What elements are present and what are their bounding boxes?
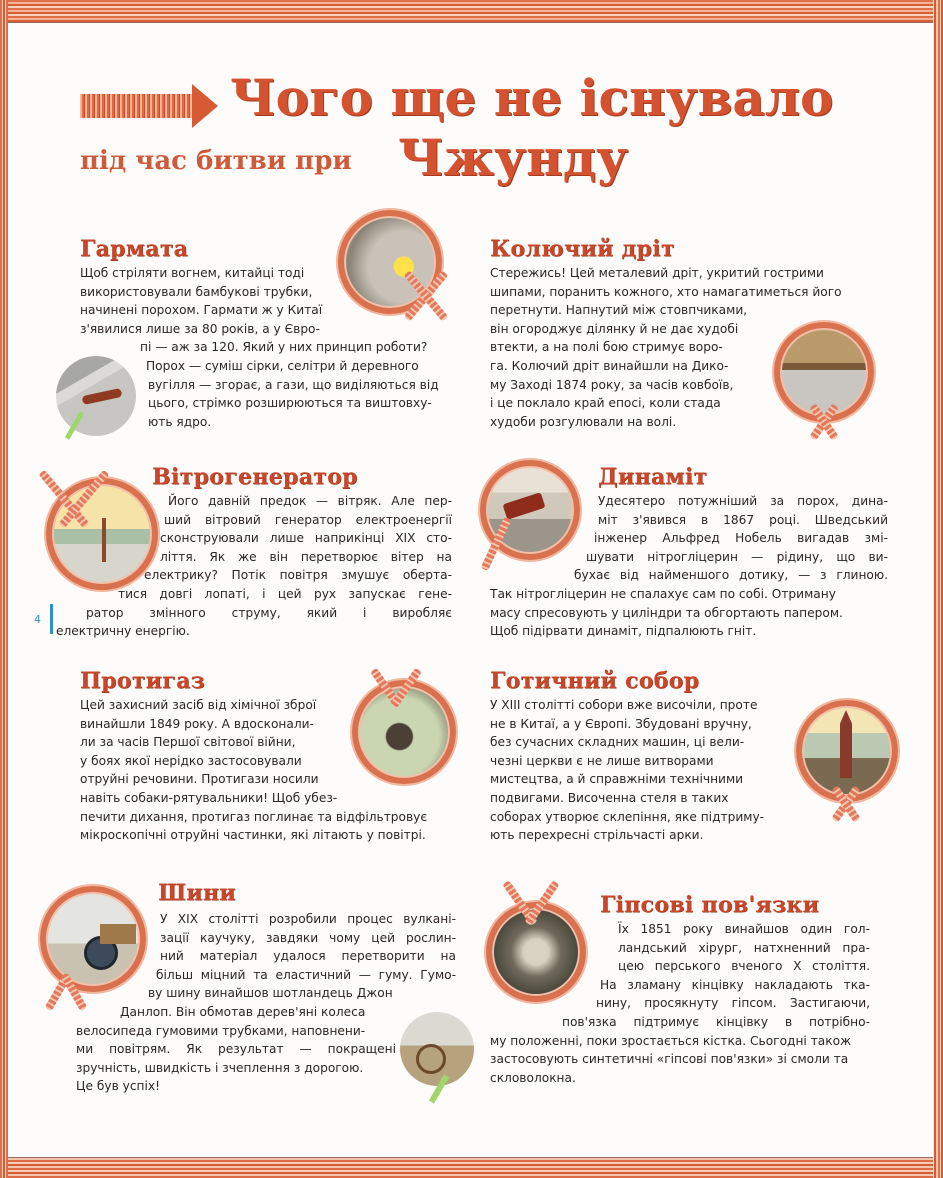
text-line: ландський хірург, натхненний пра- xyxy=(618,940,870,955)
text-line: отруйні речовини. Протигази носили xyxy=(80,772,319,787)
text-line: На зламану кінцівку накладають тка- xyxy=(600,977,870,992)
text-line: му Заході 1874 року, за часів ковбоїв, xyxy=(490,377,734,392)
text-line: не в Китаї, а у Європі. Збудовані вручну, xyxy=(490,716,752,731)
section-text xyxy=(76,910,456,1096)
section-dynamite xyxy=(598,464,888,490)
arrow-icon xyxy=(80,84,220,128)
text-line: га. Колючий дріт винайшли на Дико- xyxy=(490,358,729,373)
text-line: тися довгі лопаті, і цей рух запускає гене- xyxy=(118,586,452,601)
text-line: ратор змінного струму, який і виробляє xyxy=(86,605,452,620)
text-line: Щоб стріляти вогнем, китайці тоді xyxy=(80,266,305,280)
page-marker xyxy=(50,604,53,634)
text-line: використовували бамбукові трубки, xyxy=(80,284,313,299)
section-tires xyxy=(158,880,458,906)
page-border-right xyxy=(933,0,943,1178)
title-line-2-emphasis: Чжунду xyxy=(398,128,629,187)
title-line-2-prefix: під час битви при xyxy=(80,146,352,176)
text-line: ний матеріал удалося перетворити на xyxy=(160,949,456,964)
text-line: електричну енергію. xyxy=(56,624,190,639)
text-line: Удесятеро потужніший за порох, дина- xyxy=(598,494,888,508)
page-border-top xyxy=(0,0,943,23)
text-line: Так нітрогліцерин не спалахує сам по собі. Отриману xyxy=(490,586,836,601)
page-number: 4 xyxy=(34,613,41,626)
text-line: у боях якої нерідко застосовували xyxy=(80,753,302,768)
text-line: велосипеда гумовими трубками, наповнени- xyxy=(76,1023,366,1038)
text-line: цього, стрімко розширюються та виштовху- xyxy=(148,396,432,411)
section-text xyxy=(490,492,888,641)
text-line: У XIX столітті розробили процес вулкані- xyxy=(160,912,456,926)
text-line: Це був успіх! xyxy=(76,1079,160,1094)
page-border-left xyxy=(0,0,8,1178)
text-line: мистецтва, а й справжніми технічними xyxy=(490,772,744,787)
text-line: вугілля — згорає, а гази, що виділяються від xyxy=(148,377,439,392)
section-wind-generator-text xyxy=(56,492,452,641)
text-line: пі — аж за 120. Який у них принцип роботи? xyxy=(140,340,428,355)
text-line: начинені порохом. Гармати ж у Китаї xyxy=(80,303,323,318)
text-line: чезні церкви є не лише витворами xyxy=(490,753,714,768)
text-line: ву шину винайшов шотландець Джон xyxy=(148,986,393,1001)
text-line: нину, просякнуту гіпсом. Застигаючи, xyxy=(596,996,870,1011)
title-line-1: Чого ще не існувало xyxy=(230,68,834,127)
text-line: з'явилися лише за 80 років, а у Євро- xyxy=(80,321,320,336)
text-line: і це поклало край епосі, коли стада xyxy=(490,396,721,411)
text-line: му положенні, поки зростається кістка. Сьогодні також xyxy=(490,1033,852,1048)
text-line: пов'язка підтримує кінцівку в потрібно- xyxy=(562,1014,870,1029)
text-line: без сучасних складних машин, ці вели- xyxy=(490,735,745,750)
section-heading: Вітрогенератор xyxy=(152,464,358,490)
section-text xyxy=(490,920,870,1087)
wheel-illustration xyxy=(400,1012,474,1086)
text-line: інженер Альфред Нобель вигадав змі- xyxy=(594,531,888,546)
text-line: мікроскопічні отруйні частинки, які літають у повітрі. xyxy=(80,828,426,843)
text-line: ми повітрям. Як результат — покращені xyxy=(76,1042,396,1057)
text-line: масу спресовують у циліндри та обгортають папером. xyxy=(490,605,843,620)
section-heading: Шини xyxy=(158,880,236,906)
barbed-wire-illustration xyxy=(774,322,874,422)
text-line: ліття. Як же він перетворює вітер на xyxy=(160,549,452,564)
text-line: застосовують синтетичні «гіпсові пов'язки» зі смоли та xyxy=(490,1052,849,1067)
text-line: Їх 1851 року винайшов один гол- xyxy=(618,922,870,936)
section-heading: Динаміт xyxy=(598,464,708,490)
section-plaster-casts-text xyxy=(490,920,870,1087)
text-line: він огороджує ділянку й не дає худобі xyxy=(490,321,739,336)
section-dynamite-text xyxy=(490,492,888,641)
gas-mask-illustration xyxy=(352,680,456,784)
page-border-bottom xyxy=(0,1157,943,1178)
text-line: Порох — суміш сірки, селітри й деревного xyxy=(146,358,419,373)
text-line: втекти, а на полі бою стримує воро- xyxy=(490,340,723,355)
text-line: міт з'явився в 1867 році. Шведський xyxy=(598,512,888,527)
section-heading: Гармата xyxy=(80,236,189,262)
text-line: навіть собаки-рятувальники! Щоб убез- xyxy=(80,790,338,805)
text-line: бухає від найменшого дотику, — з глиною. xyxy=(574,568,888,583)
text-line: винайшли 1849 року. А вдосконали- xyxy=(80,716,314,731)
text-line: шипами, поранить кожного, хто намагатиметься його xyxy=(490,284,842,299)
page-title xyxy=(80,68,860,194)
section-heading: Гіпсові пов'язки xyxy=(600,892,820,918)
text-line: ли за часів Першої світової війни, xyxy=(80,735,296,750)
text-line: ють перехресні стрільчасті арки. xyxy=(490,828,704,843)
text-line: скловолокна. xyxy=(490,1070,576,1085)
cannon-illustration xyxy=(338,210,442,314)
text-line: більш міцний та еластичний — гуму. Гумо- xyxy=(156,967,456,982)
section-wind-generator xyxy=(152,464,452,490)
text-line: перетнути. Напнутий між стовпчиками, xyxy=(490,303,748,318)
text-line: печити дихання, протигаз поглинає та відфільтровує xyxy=(80,809,428,824)
section-heading: Готичний собор xyxy=(490,668,700,694)
text-line: сконструювали лише наприкінці XIX сто- xyxy=(160,531,452,546)
text-line: Стережись! Цей металевий дріт, укритий гострими xyxy=(490,266,824,280)
text-line: шувати нітрогліцерин — рідину, що ви- xyxy=(586,549,888,564)
text-line: Його давній предок — вітряк. Але пер- xyxy=(168,494,452,508)
text-line: худоби розгулювали на волі. xyxy=(490,414,677,429)
section-plaster-casts xyxy=(600,892,900,918)
text-line: Цей захисний засіб від хімічної зброї xyxy=(80,698,317,712)
section-tires-text xyxy=(76,910,456,1096)
cathedral-illustration xyxy=(796,700,898,802)
text-line: ють ядро. xyxy=(148,414,212,429)
text-line: зації каучуку, завдяки чому цей рослин- xyxy=(160,930,456,945)
text-line: соборах утворює склепіння, яке підтриму- xyxy=(490,809,765,824)
text-line: ший вітровий генератор електроенергії xyxy=(164,512,452,527)
text-line: Данлоп. Він обмотав дерев'яні колеса xyxy=(120,1004,366,1019)
section-heading: Колючий дріт xyxy=(490,236,675,262)
text-line: зручність, швидкість і зчеплення з дорогою. xyxy=(76,1060,364,1075)
section-text xyxy=(56,492,452,641)
text-line: цею перського вченого X століття. xyxy=(618,959,870,974)
section-heading: Протигаз xyxy=(80,668,205,694)
text-line: У XIII столітті собори вже височіли, проте xyxy=(490,698,758,712)
text-line: електрику? Потік повітря змушує оберта- xyxy=(144,568,452,583)
text-line: подвигами. Височенна стеля в таких xyxy=(490,790,729,805)
text-line: Щоб підірвати динаміт, підпалюють гніт. xyxy=(490,624,757,639)
gunpowder-tube-illustration xyxy=(56,356,136,436)
